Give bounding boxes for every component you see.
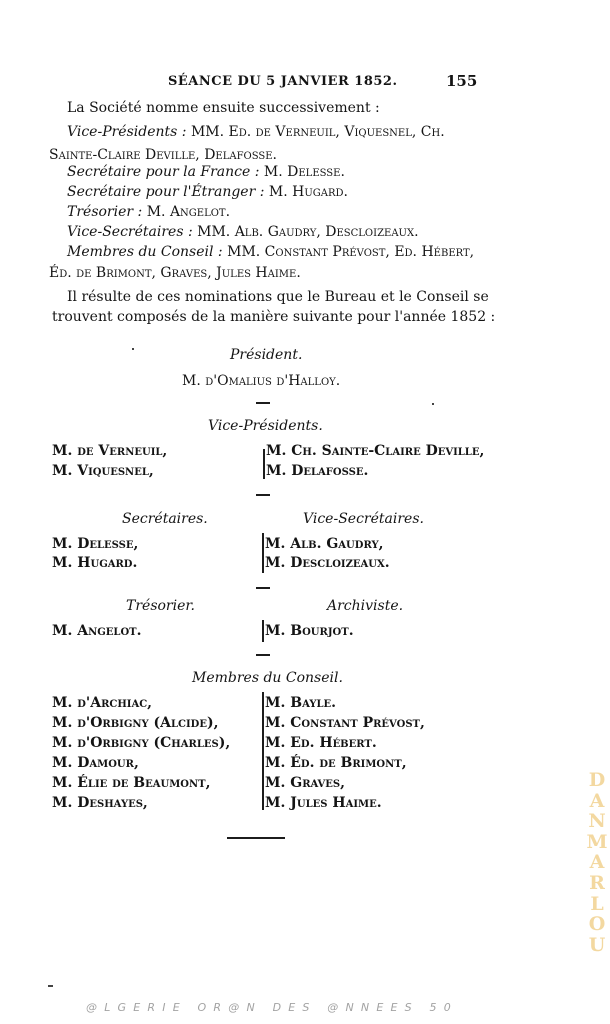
sec-right-2: M. Descloizeaux.	[265, 555, 390, 571]
print-speck	[432, 403, 434, 405]
nomination-conseil	[67, 244, 474, 260]
nomination-vsec	[67, 224, 419, 240]
separator-dash	[256, 402, 270, 404]
conseil-heading: Membres du Conseil.	[192, 670, 343, 686]
tresorier-name: M. Angelot.	[52, 623, 142, 639]
result-line-2: trouvent composés de la manière suivante pour l'année 1852 :	[52, 309, 496, 325]
watermark-letter: A	[589, 789, 605, 812]
nomination-conseil-label: Membres du Conseil :	[67, 244, 223, 260]
vp-right-2: M. Delafosse.	[266, 463, 369, 479]
conseil-left-6: M. Deshayes,	[52, 795, 148, 811]
watermark	[586, 770, 608, 955]
watermark-letter: N	[588, 810, 606, 833]
vp-right-1: M. Ch. Sainte-Claire Deville,	[266, 443, 485, 459]
separator-dash	[256, 494, 270, 496]
nomination-tres	[67, 204, 230, 220]
conseil-left-5: M. Élie de Beaumont,	[52, 775, 211, 791]
conseil-right-1: M. Bayle.	[265, 695, 337, 711]
vice-secretaires-heading: Vice-Secrétaires.	[303, 511, 424, 527]
watermark-letter: D	[588, 769, 606, 791]
print-speck	[48, 985, 53, 987]
nomination-sec-fr-name: M. Delesse.	[263, 164, 345, 180]
nomination-vp	[67, 124, 445, 140]
nomination-tres-name: M. Angelot.	[146, 204, 231, 220]
nomination-vsec-names: MM. Alb. Gaudry, Descloizeaux.	[197, 224, 419, 240]
watermark-letter: A	[589, 851, 605, 874]
vp-heading: Vice-Présidents.	[208, 418, 323, 434]
archiviste-heading: Archiviste.	[327, 598, 404, 614]
nomination-conseil-names-cont: Éd. de Brimont, Graves, Jules Haime.	[49, 265, 301, 281]
watermark-letter: R	[589, 871, 605, 894]
footer-text: @LGERIE OR@N DES @NNEES 50	[86, 1001, 458, 1014]
running-title: SÉANCE DU 5 JANVIER 1852.	[168, 74, 398, 89]
conseil-right-5: M. Graves,	[265, 775, 346, 791]
president-heading: Président.	[230, 347, 303, 363]
column-brace	[263, 449, 265, 479]
conseil-right-6: M. Jules Haime.	[265, 795, 382, 811]
nomination-sec-et-name: M. Hugard.	[268, 184, 349, 200]
print-speck	[132, 348, 134, 350]
column-brace	[262, 692, 264, 810]
watermark-letter: O	[588, 913, 606, 936]
secretaires-heading: Secrétaires.	[122, 511, 208, 527]
conseil-left-1: M. d'Archiac,	[52, 695, 153, 711]
nomination-conseil-names: MM. Constant Prévost, Ed. Hébert,	[227, 244, 475, 260]
archiviste-name: M. Bourjot.	[265, 623, 354, 639]
conseil-left-4: M. Damour,	[52, 755, 139, 771]
nomination-sec-et	[67, 184, 348, 200]
sec-right-1: M. Alb. Gaudry,	[265, 536, 384, 552]
column-brace	[262, 620, 264, 642]
closing-rule	[227, 837, 285, 839]
tresorier-heading: Trésorier.	[126, 598, 195, 614]
nomination-vsec-label: Vice-Secrétaires :	[67, 224, 193, 240]
watermark-letter: M	[586, 830, 608, 853]
nomination-vp-names: MM. Ed. de Verneuil, Viquesnel, Ch.	[190, 124, 445, 140]
watermark-letter: U	[588, 933, 606, 956]
conseil-right-3: M. Ed. Hébert.	[265, 735, 377, 751]
nomination-vp-label: Vice-Présidents :	[67, 124, 187, 140]
nomination-tres-label: Trésorier :	[67, 204, 143, 220]
nomination-vp-names-cont: Sainte-Claire Deville, Delafosse.	[49, 147, 277, 163]
sec-left-2: M. Hugard.	[52, 555, 138, 571]
sec-left-1: M. Delesse,	[52, 536, 139, 552]
president-name: M. d'Omalius d'Halloy.	[182, 373, 341, 389]
vp-left-1: M. de Verneuil,	[52, 443, 168, 459]
nomination-sec-et-label: Secrétaire pour l'Étranger :	[67, 184, 265, 200]
column-brace	[262, 533, 264, 573]
separator-dash	[256, 587, 270, 589]
conseil-right-4: M. Éd. de Brimont,	[265, 755, 407, 771]
nomination-sec-fr	[67, 164, 345, 180]
watermark-letter: L	[590, 892, 604, 915]
separator-dash	[256, 654, 270, 656]
result-line-1: Il résulte de ces nominations que le Bureau et le Conseil se	[67, 289, 489, 305]
conseil-right-2: M. Constant Prévost,	[265, 715, 425, 731]
nomination-sec-fr-label: Secrétaire pour la France :	[67, 164, 260, 180]
conseil-left-2: M. d'Orbigny (Alcide),	[52, 715, 219, 731]
page-number: 155	[446, 72, 478, 90]
intro-text: La Société nomme ensuite successivement :	[67, 100, 380, 116]
conseil-left-3: M. d'Orbigny (Charles),	[52, 735, 231, 751]
vp-left-2: M. Viquesnel,	[52, 463, 154, 479]
